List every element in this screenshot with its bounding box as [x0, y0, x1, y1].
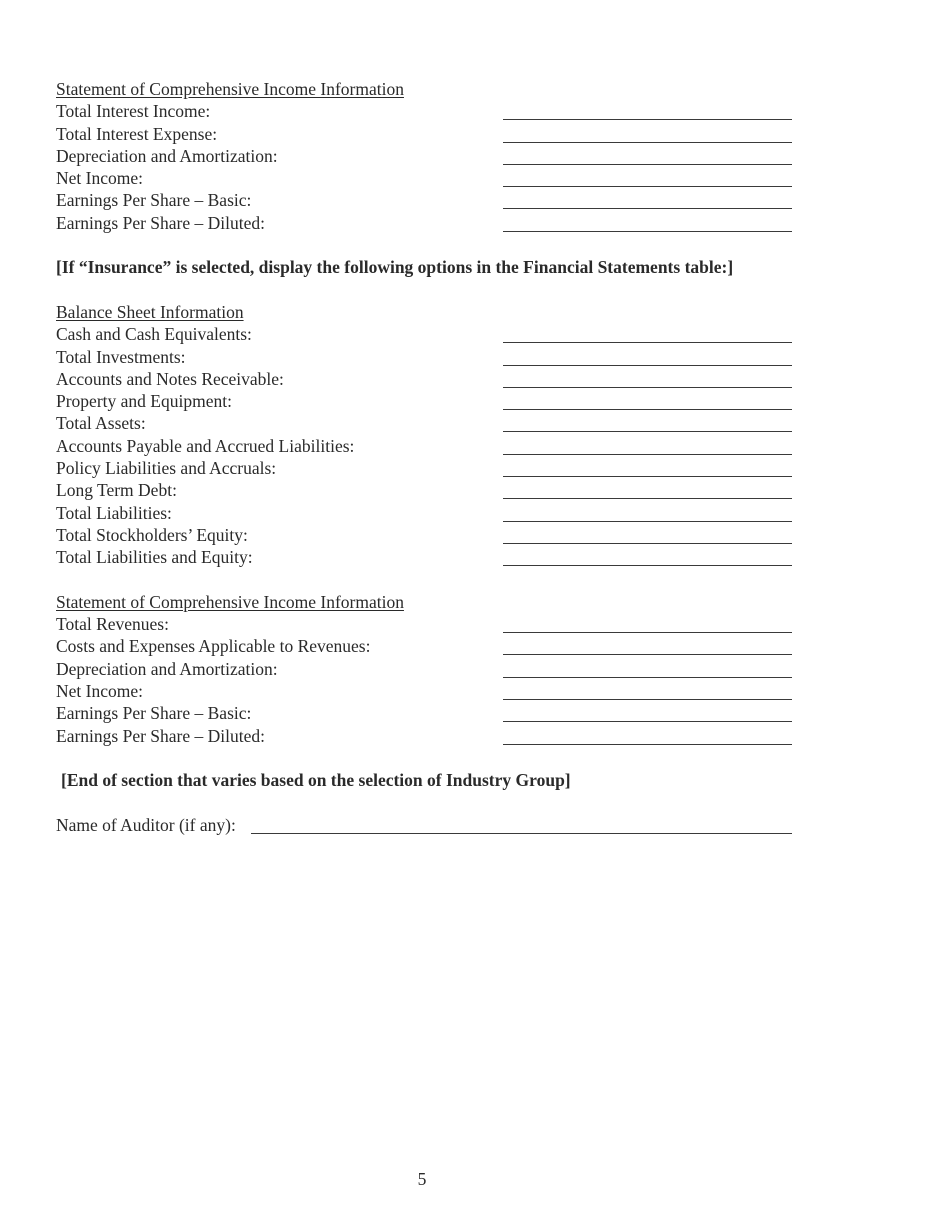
total-investments-field[interactable]: [503, 350, 792, 366]
form-row: [56, 702, 796, 724]
total-liabilities-equity-field[interactable]: [503, 550, 792, 566]
field-label: Total Interest Expense:: [56, 123, 218, 144]
field-label: Policy Liabilities and Accruals:: [56, 458, 277, 479]
income-section-2-heading-row: [56, 591, 796, 613]
spacer: [56, 279, 796, 301]
form-row: [56, 479, 796, 501]
eps-basic-field[interactable]: [503, 193, 792, 209]
auditor-name-field[interactable]: [251, 818, 792, 834]
income-section-1-heading-row: [56, 78, 796, 100]
field-label: Cash and Cash Equivalents:: [56, 324, 252, 345]
net-income-2-field[interactable]: [503, 684, 792, 700]
field-label: Property and Equipment:: [56, 391, 232, 412]
form-row: [56, 680, 796, 702]
section-heading: Statement of Comprehensive Income Information: [56, 79, 404, 99]
total-interest-income-field[interactable]: [503, 104, 792, 120]
section-heading: Statement of Comprehensive Income Information: [56, 591, 404, 612]
cash-equivalents-field[interactable]: [503, 327, 792, 343]
form-row: [56, 725, 796, 747]
field-label: Depreciation and Amortization:: [56, 145, 278, 166]
net-income-field[interactable]: [503, 171, 792, 187]
form-row: [56, 412, 796, 434]
form-row: [56, 635, 796, 657]
field-label: Earnings Per Share – Diluted:: [56, 212, 265, 233]
form-row: [56, 435, 796, 457]
form-row: [56, 145, 796, 167]
field-label: Total Investments:: [56, 346, 186, 367]
auditor-label: Name of Auditor (if any):: [56, 814, 236, 835]
form-row: [56, 212, 796, 234]
depreciation-amortization-field[interactable]: [503, 149, 792, 165]
field-label: Total Revenues:: [56, 614, 169, 635]
field-label: Total Stockholders’ Equity:: [56, 524, 248, 545]
form-row: [56, 100, 796, 122]
spacer: [56, 747, 796, 769]
costs-expenses-field[interactable]: [503, 639, 792, 655]
form-row: [56, 613, 796, 635]
form-row: [56, 502, 796, 524]
long-term-debt-field[interactable]: [503, 483, 792, 499]
form-row: [56, 346, 796, 368]
field-label: Earnings Per Share – Basic:: [56, 703, 252, 724]
form-row: [56, 658, 796, 680]
field-label: Earnings Per Share – Diluted:: [56, 725, 265, 746]
field-label: Total Liabilities and Equity:: [56, 547, 253, 568]
field-label: Accounts and Notes Receivable:: [56, 368, 284, 389]
accounts-notes-receivable-field[interactable]: [503, 372, 792, 388]
form-row: [56, 323, 796, 345]
spacer: [56, 569, 796, 591]
form-page: [56, 78, 796, 836]
form-row: [56, 390, 796, 412]
field-label: Net Income:: [56, 168, 143, 189]
accounts-payable-field[interactable]: [503, 439, 792, 455]
field-label: Net Income:: [56, 681, 143, 702]
field-label: Total Interest Income:: [56, 101, 211, 122]
stockholders-equity-field[interactable]: [503, 528, 792, 544]
spacer: [56, 792, 796, 814]
field-label: Total Liabilities:: [56, 502, 172, 523]
section-heading: Balance Sheet Information: [56, 301, 244, 322]
end-section-note: [End of section that varies based on the selection of Industry Group]: [61, 770, 571, 791]
field-label: Earnings Per Share – Basic:: [56, 190, 252, 211]
form-row: [56, 189, 796, 211]
total-interest-expense-field[interactable]: [503, 127, 792, 143]
eps-diluted-2-field[interactable]: [503, 729, 792, 745]
form-row: [56, 167, 796, 189]
spacer: [56, 234, 796, 256]
field-label: Depreciation and Amortization:: [56, 658, 278, 679]
form-row: [56, 524, 796, 546]
property-equipment-field[interactable]: [503, 394, 792, 410]
field-label: Costs and Expenses Applicable to Revenues:: [56, 636, 371, 657]
form-row: [56, 368, 796, 390]
field-label: Long Term Debt:: [56, 480, 177, 501]
auditor-row: [56, 814, 796, 836]
page-number: 5: [417, 1169, 427, 1189]
form-row: [56, 123, 796, 145]
policy-liabilities-field[interactable]: [503, 461, 792, 477]
insurance-instruction-note: [If “Insurance” is selected, display the following options in the Financial Statements table:]: [56, 257, 734, 278]
eps-basic-2-field[interactable]: [503, 706, 792, 722]
total-assets-field[interactable]: [503, 416, 792, 432]
total-liabilities-field[interactable]: [503, 506, 792, 522]
form-row: [56, 546, 796, 568]
total-revenues-field[interactable]: [503, 617, 792, 633]
balance-sheet-heading-row: [56, 301, 796, 323]
field-label: Total Assets:: [56, 413, 146, 434]
depreciation-amortization-2-field[interactable]: [503, 662, 792, 678]
field-label: Accounts Payable and Accrued Liabilities:: [56, 435, 355, 456]
form-row: [56, 457, 796, 479]
eps-diluted-field[interactable]: [503, 216, 792, 232]
